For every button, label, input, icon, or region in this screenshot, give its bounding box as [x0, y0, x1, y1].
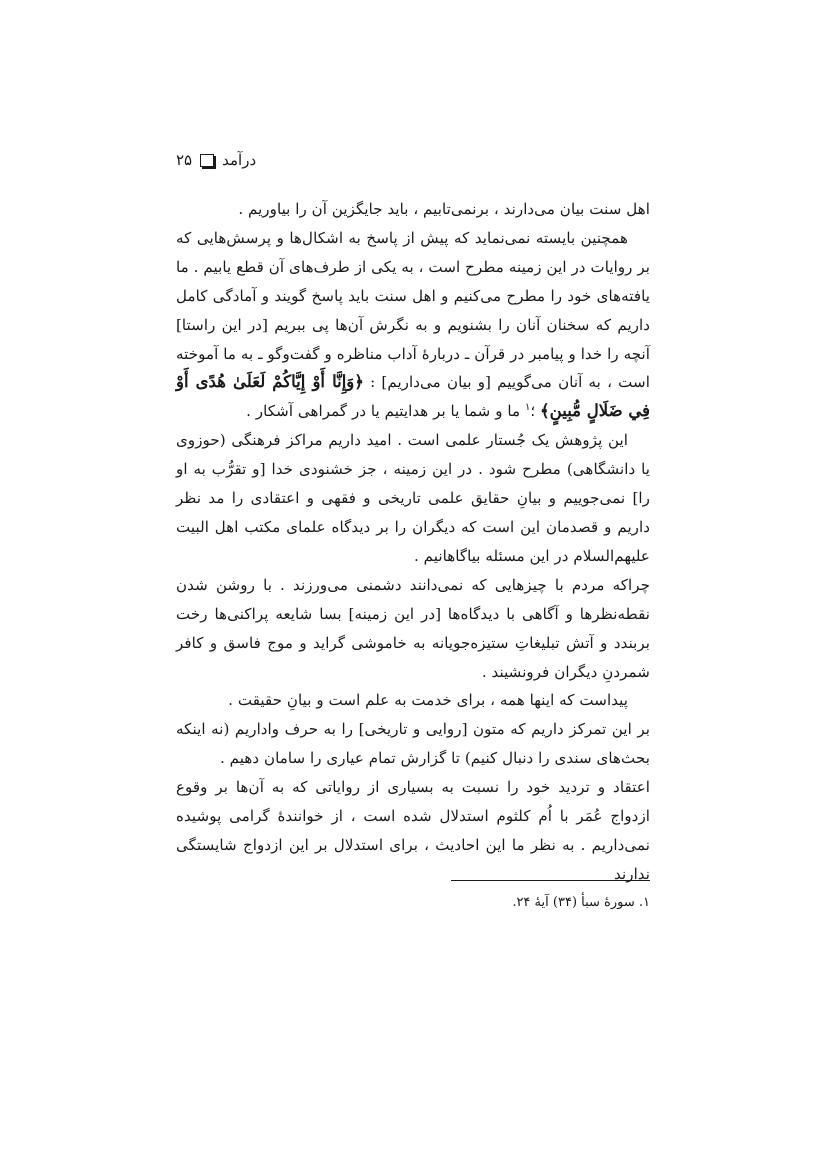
paragraph: [176, 686, 650, 715]
body-text: [176, 195, 650, 889]
paragraph: [176, 426, 650, 571]
paragraph-text: اعتقاد و تردید خود را نسبت به بسیاری از روایاتی که به آن‌ها بر وقوع ازدواج عُمَر با اُم کلثوم استدلال شده است ، از خوانندهٔ گرامی پوشیده نمی‌داریم . به نظر ما این احادیث ، برای استدلال بر این ازدواج شایستگی ندارند: [176, 778, 650, 883]
footnote-divider: [451, 880, 650, 881]
paragraph-text: پیداست که اینها همه ، برای خدمت به علم است و بیانِ حقیقت .: [228, 691, 628, 710]
paragraph: [176, 195, 650, 224]
paragraph: [176, 715, 650, 773]
paragraph-text: اهل سنت بیان می‌دارند ، برنمی‌تابیم ، باید جایگزین آن را بیاوریم .: [238, 200, 650, 218]
paragraph-text: ما و شما یا بر هدایتیم یا در گمراهی آشکار .: [246, 402, 525, 421]
paragraph: [176, 571, 650, 687]
page-number: ۲۵: [176, 151, 193, 169]
paragraph-text: بر این تمرکز داریم که متون [روایی و تاریخی] را به حرف واداریم (نه اینکه بحث‌های سندی را دنبال کنیم) تا گزارش تمام عیاری را سامان دهیم .: [176, 720, 650, 768]
running-header: [176, 150, 256, 170]
footnote-marker: ۱: [524, 402, 531, 414]
footnote: [176, 893, 650, 913]
footnote-text: ۱. سورهٔ سبأ (۳۴) آیهٔ ۲۴.: [512, 895, 650, 910]
paragraph: [176, 773, 650, 889]
paragraph: [176, 224, 650, 426]
paragraph-text: این پژوهش یک جُستار علمی است . امید داریم مراکز فرهنگی (حوزوی یا دانشگاهی) مطرح شود . در این زمینه ، جز خشنودی خدا [و تقرُّب به او را] نمی‌جوییم و بیانِ حقایق علمی تاریخی و فقهی و اعتقادی را مد نظر داریم و قصدمان این است که دیگران را بر دیدگاه علمای مکتب اهل البیت علیهم‌السلام در این مسئله بیاگاهانیم .: [176, 431, 650, 565]
paragraph-text: همچنین بایسته نمی‌نماید که پیش از پاسخ به اشکال‌ها و پرسش‌هایی که بر روایات در این زمینه مطرح است ، به یکی از طرف‌های آن قطع یابیم . ما یافته‌های خود را مطرح می‌کنیم و اهل سنت باید پاسخ گویند و آمادگی کامل داریم که سخنان آنان را بشنویم و به نگرش آن‌ها پی ببریم [در این راستا] آنچه را خدا و پیامبر در قرآن ـ دربارهٔ آداب مناظره و گفت‌وگو ـ به ما آموخته است ، به آنان می‌گوییم [و بیان می‌داریم] :: [176, 228, 651, 392]
quran-verse: ﴿وَإِنَّا أَوْ إِيَّاكُمْ لَعَلَىٰ هُدًى أَوْ فِي ضَلَالٍ مُّبِينٍ﴾: [176, 372, 650, 421]
paragraph-text: ؛: [530, 402, 540, 421]
square-ornament-icon: [200, 154, 214, 167]
paragraph-text: چراکه مردم با چیزهایی که نمی‌دانند دشمنی می‌ورزند . با روشن شدن نقطه‌نظرها و آگاهی با دیدگاه‌ها [در این زمینه] بسا شایعه پراکنی‌ها رخت بربندد و آتش تبلیغاتِ ستیزه‌جویانه به خاموشی گراید و موج فاسق و کافر شمردنِ دیگران فرونشیند .: [176, 575, 650, 681]
running-header-title: درآمد: [222, 151, 257, 169]
